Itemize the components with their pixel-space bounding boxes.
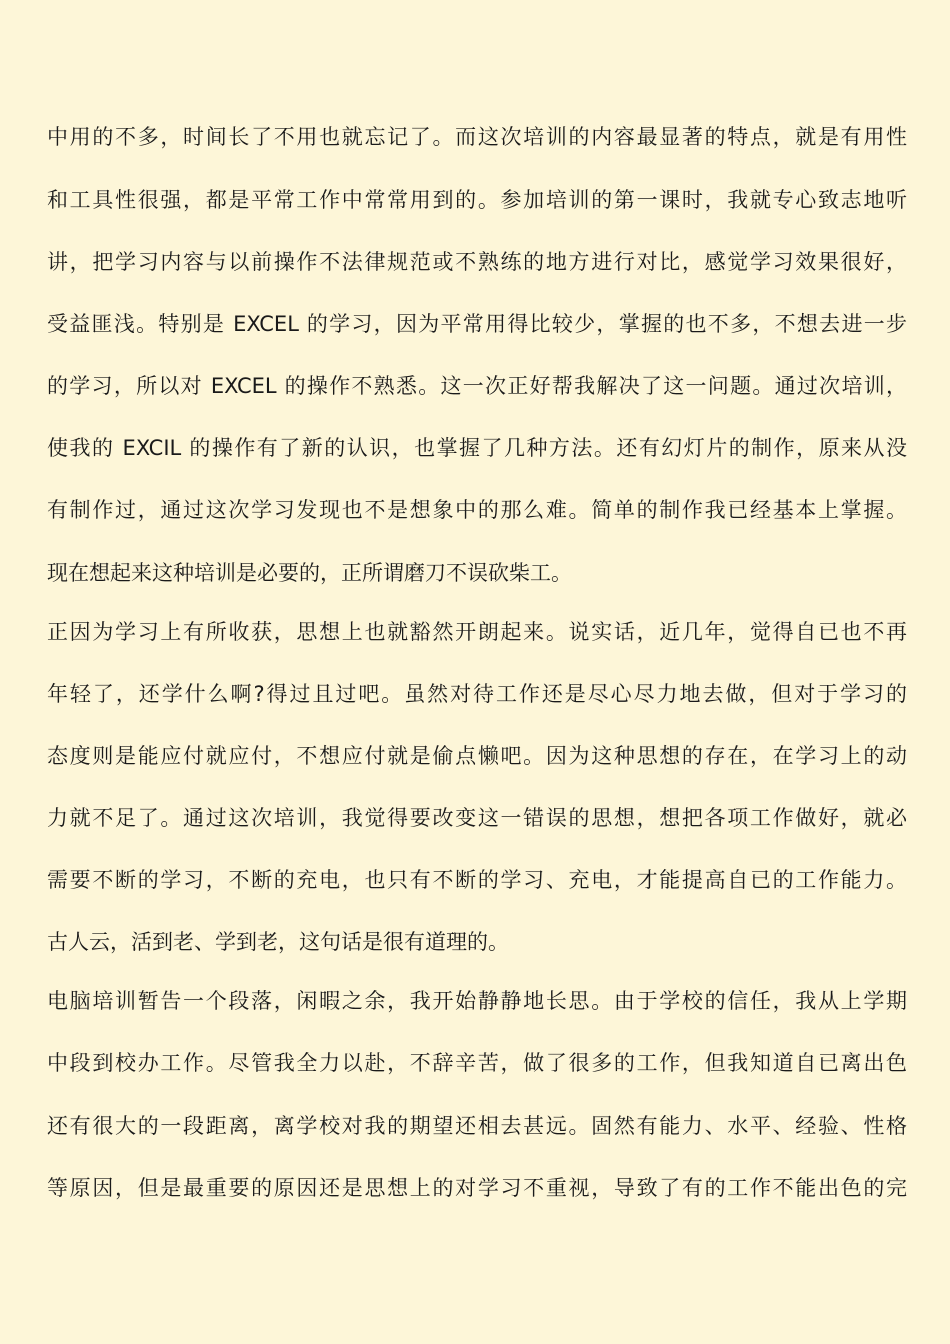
text-line-11: 态度则是能应付就应付，不想应付就是偷点懒吧。因为这种思想的存在，在学习上的动 (47, 744, 907, 768)
text-line-13: 需要不断的学习，不断的充电，也只有不断的学习、充电，才能提高自已的工作能力。 (47, 868, 907, 892)
text-line-17: 还有很大的一段距离，离学校对我的期望还相去甚远。固然有能力、水平、经验、性格 (47, 1114, 907, 1138)
text-line-14: 古人云，活到老、学到老，这句话是很有道理的。 (47, 930, 509, 954)
text-line-10: 年轻了，还学什么啊?得过且过吧。虽然对待工作还是尽心尽力地去做，但对于学习的 (47, 682, 907, 706)
text-line-12: 力就不足了。通过这次培训，我觉得要改变这一错误的思想，想把各项工作做好，就必 (47, 806, 907, 830)
text-line-6: 使我的 EXCIL 的操作有了新的认识，也掌握了几种方法。还有幻灯片的制作，原来从没 (47, 436, 907, 460)
text-line-18: 等原因，但是最重要的原因还是思想上的对学习不重视，导致了有的工作不能出色的完 (47, 1176, 907, 1200)
text-line-2: 和工具性很强，都是平常工作中常常用到的。参加培训的第一课时，我就专心致志地听 (47, 188, 907, 212)
text-line-5: 的学习，所以对 EXCEL 的操作不熟悉。这一次正好帮我解决了这一问题。通过次培训， (47, 374, 907, 398)
text-line-4: 受益匪浅。特别是 EXCEL 的学习，因为平常用得比较少，掌握的也不多，不想去进一步 (47, 312, 907, 336)
text-line-15: 电脑培训暂告一个段落，闲暇之余，我开始静静地长思。由于学校的信任，我从上学期 (47, 989, 907, 1013)
text-line-9: 正因为学习上有所收获，思想上也就豁然开朗起来。说实话，近几年，觉得自已也不再 (47, 620, 907, 644)
text-line-16: 中段到校办工作。尽管我全力以赴，不辞辛苦，做了很多的工作，但我知道自已离出色 (47, 1051, 907, 1075)
text-line-1: 中用的不多，时间长了不用也就忘记了。而这次培训的内容最显著的特点，就是有用性 (47, 125, 907, 149)
text-line-7: 有制作过，通过这次学习发现也不是想象中的那么难。简单的制作我已经基本上掌握。 (47, 498, 907, 522)
text-line-8: 现在想起来这种培训是必要的，正所谓磨刀不误砍柴工。 (47, 561, 572, 585)
text-line-3: 讲，把学习内容与以前操作不法律规范或不熟练的地方进行对比，感觉学习效果很好， (47, 250, 907, 274)
